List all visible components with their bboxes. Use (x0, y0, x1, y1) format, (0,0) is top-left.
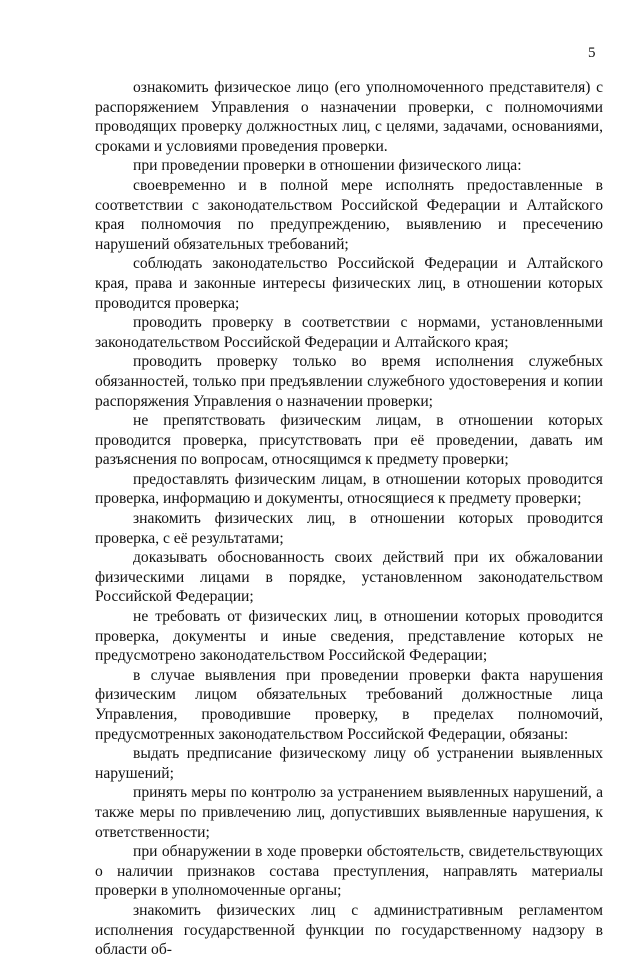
paragraph: выдать предписание физическому лицу об устранении выявленных нарушений; (95, 745, 603, 782)
paragraph: не требовать от физических лиц, в отношении которых проводится проверка, документы и иные сведения, представление которых не предусмотрено законодательством Российской Федерации; (95, 608, 603, 665)
paragraph: предоставлять физическим лицам, в отношении которых проводится проверка, информацию и документы, относящиеся к предмету проверки; (95, 470, 603, 508)
paragraph: при проведении проверки в отношении физического лица: (133, 157, 522, 175)
paragraph: в случае выявления при проведении проверки факта нарушения физическим лицом обязательных требований должностные лица Управления, проводившие проверку, в пределах полномочий, предусмотренных законодательством Российской Федерации, обязаны: (95, 666, 603, 743)
paragraph: ознакомить физическое лицо (его уполномоченного представителя) с распоряжением Управления о назначении проверки, с полномочиями проводящих проверку должностных лиц, с целями, задачами, основаниями, сроками и условиями проведения проверки. (95, 79, 603, 155)
paragraph: при обнаружении в ходе проверки обстоятельств, свидетельствующих о наличии признаков состава преступления, направлять материалы проверки в уполномоченные органы; (95, 843, 603, 900)
paragraph: знакомить физических лиц с административным регламентом исполнения государственной функции по государственному надзору в области об- (95, 901, 603, 959)
paragraph: соблюдать законодательство Российской Федерации и Алтайского края, права и законные интересы физических лиц, в отношении которых проводится проверка; (95, 255, 603, 312)
page-number: 5 (588, 45, 596, 61)
paragraph: знакомить физических лиц, в отношении которых проводится проверка, с её результатами; (95, 510, 603, 547)
paragraph: принять меры по контролю за устранением выявленных нарушений, а также меры по привлечению лиц, допустивших выявленные нарушения, к ответственности; (95, 784, 603, 841)
paragraph: своевременно и в полной мере исполнять предоставленные в соответствии с законодательством Российской Федерации и Алтайского края полномочия по предупреждению, выявлению и пресечению нарушений обязательных требований; (95, 176, 603, 253)
paragraph: проводить проверку только во время исполнения служебных обязанностей, только при предъявлении служебного удостоверения и копии распоряжения Управления о назначении проверки; (95, 353, 603, 410)
document-body (95, 78, 603, 960)
paragraph: не препятствовать физическим лицам, в отношении которых проводится проверка, присутствовать при её проведении, давать им разъяснения по вопросам, относящимся к предмету проверки; (95, 412, 603, 469)
paragraph: проводить проверку в соответствии с нормами, установленными законодательством Российской Федерации и Алтайского края; (95, 314, 603, 351)
paragraph: доказывать обоснованность своих действий при их обжаловании физическими лицами в порядке, установленном законодательством Российской Федерации; (95, 549, 603, 606)
